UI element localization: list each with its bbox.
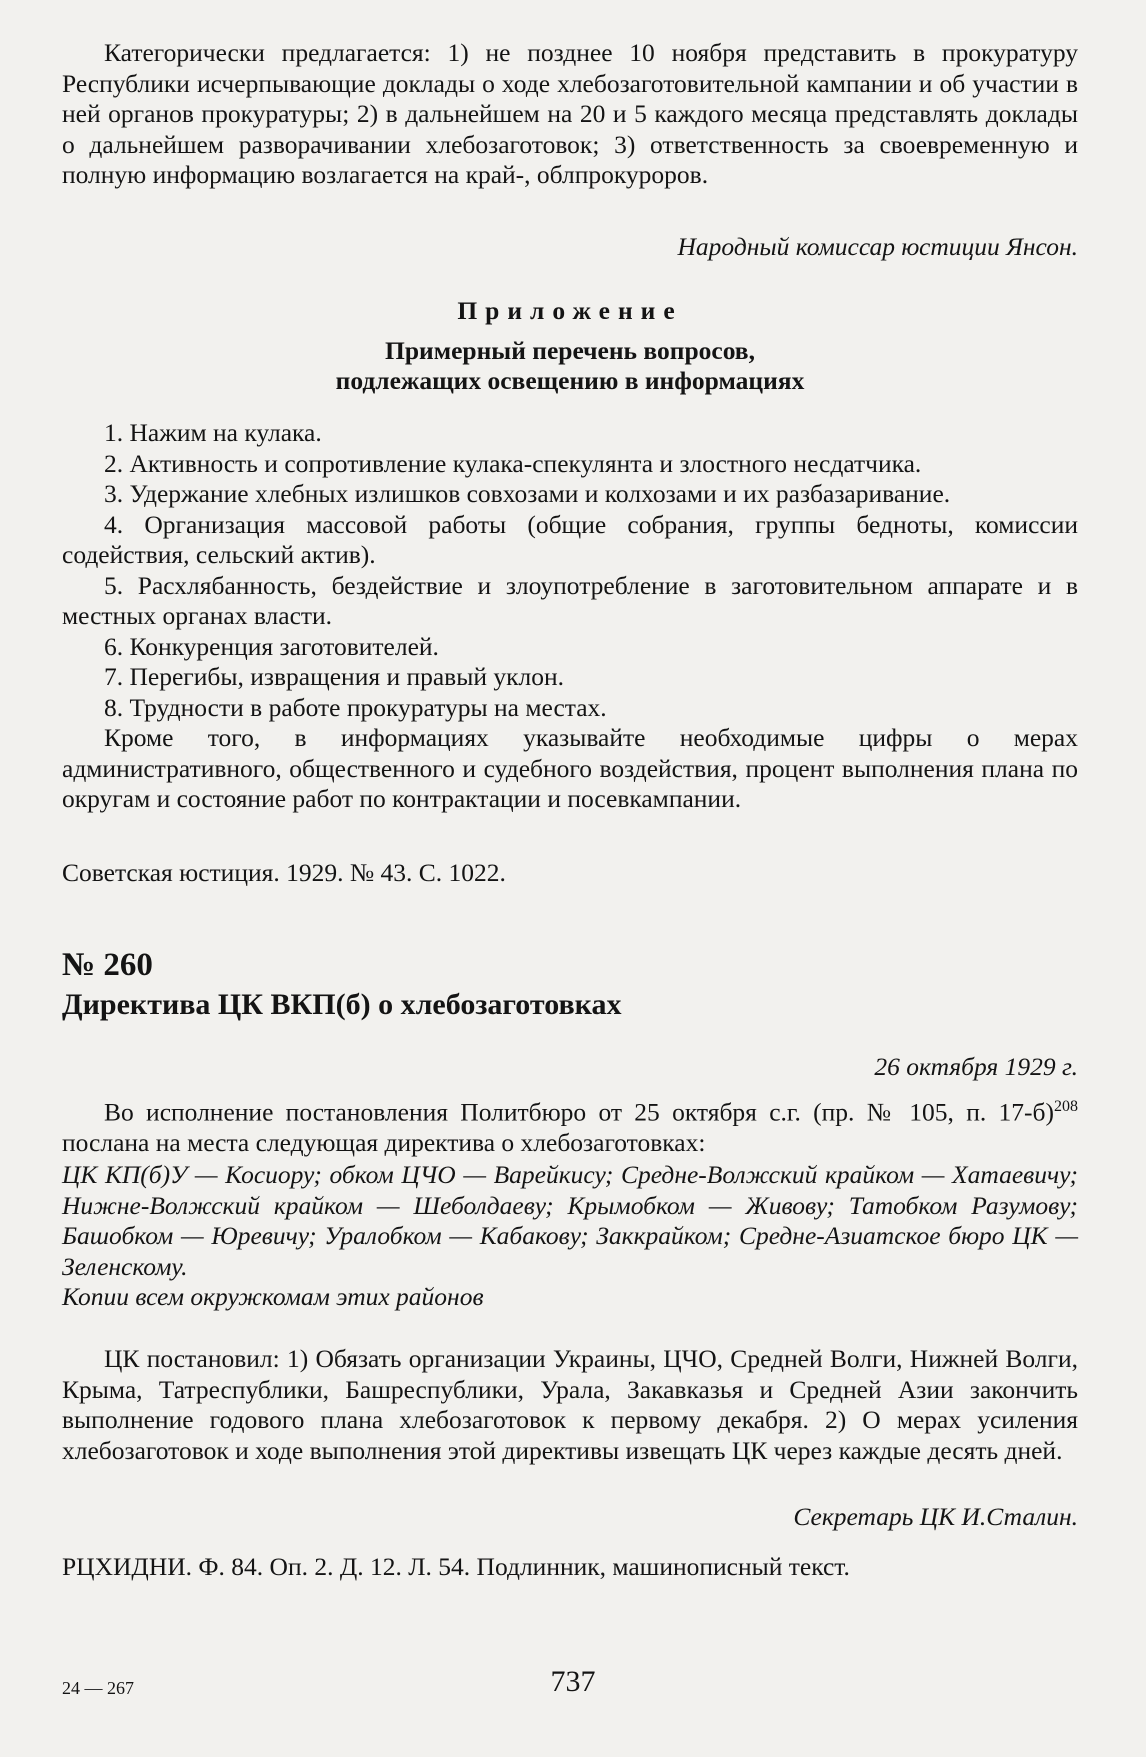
- signature-stalin: Секретарь ЦК И.Сталин.: [793, 1502, 1078, 1531]
- footnote-ref: 208: [1054, 1098, 1078, 1115]
- preamble-paragraph: [62, 1092, 1078, 1159]
- page-number: 737: [550, 1665, 596, 1698]
- resolution-text: ЦК постановил: 1) Обязать организации Украины, ЦЧО, Средней Волги, Нижней Волги, Крыма, Татреспублики, Башреспублики, Урала, Закавказья и Средней Азии закончить выполнение годового плана хлебозаготовок к первому декабря. 2) О мерах усиления хлебозаготовок и ходе выполнения этой директивы извещать ЦК через каждые десять дней.: [62, 1344, 1078, 1465]
- list-item: 4. Организация массовой работы (общие собрания, группы бедноты, комиссии содействия, сельский актив).: [62, 509, 1078, 569]
- preamble-text-start: Во исполнение постановления Политбюро от 25 октября с.г. (пр. № 105, п. 17-б): [104, 1097, 1054, 1127]
- resolution-paragraph: [62, 1344, 1078, 1466]
- addressees: ЦК КП(б)У — Косиору; обком ЦЧО — Варейкису; Средне-Волжский крайком — Хатаевичу; Нижне-Волжский крайком — Шеболдаеву; Крымобком — Живову; Татобком Разумову; Башобком — Юревичу; Уралобком — Кабакову; Заккрайком; Средне-Азиатское бюро ЦК — Зеленскому.: [62, 1160, 1078, 1281]
- appendix-subtitle-2: подлежащих освещению в информациях: [335, 366, 805, 395]
- list-item: 1. Нажим на кулака.: [104, 418, 322, 447]
- source-note-1: Советская юстиция. 1929. № 43. С. 1022.: [62, 858, 506, 887]
- signature-mark: 24 — 267: [62, 1678, 134, 1698]
- appendix-extra: Кроме того, в информациях указывайте необходимые цифры о мерах административного, общественного и судебного воздействия, процент выполнения плана по округам и состояние работ по контрактации и посевкампании.: [62, 723, 1078, 813]
- list-item: 5. Расхлябанность, бездействие и злоупотребление в заготовительном аппарате и в местных органах власти.: [62, 570, 1078, 630]
- list-item: 6. Конкуренция заготовителей.: [104, 631, 439, 661]
- document-date: 26 октября 1929 г.: [874, 1052, 1078, 1081]
- copies-note: Копии всем окружкомам этих районов: [62, 1282, 484, 1311]
- signature-yanson: Народный комиссар юстиции Янсон.: [677, 232, 1078, 261]
- document-title: Директива ЦК ВКП(б) о хлебозаготовках: [62, 988, 622, 1021]
- document-number: № 260: [62, 947, 153, 983]
- intro-paragraph: [62, 38, 1078, 191]
- preamble-text: [62, 1092, 1078, 1159]
- appendix-subtitle-1: Примерный перечень вопросов,: [385, 336, 755, 365]
- appendix-list: [62, 418, 1078, 815]
- list-item: 2. Активность и сопротивление кулака-спекулянта и злостного несдатчика.: [104, 448, 922, 478]
- list-item: 3. Удержание хлебных излишков совхозами и колхозами и их разбазаривание.: [104, 479, 951, 508]
- appendix-title: Приложение: [457, 296, 683, 325]
- source-note-2: РЦХИДНИ. Ф. 84. Оп. 2. Д. 12. Л. 54. Подлинник, машинописный текст.: [62, 1552, 850, 1581]
- intro-text: Категорически предлагается: 1) не позднее 10 ноября представить в прокуратуру Республики исчерпывающие доклады о ходе хлебозаготовительной кампании и об участии в ней органов прокуратуры; 2) в дальнейшем на 20 и 5 каждого месяца представлять доклады о дальнейшем разворачивании хлебозаготовок; 3) ответственность за своевременную и полную информацию возлагается на край-, облпрокуроров.: [62, 38, 1078, 189]
- list-item: 7. Перегибы, извращения и правый уклон.: [104, 662, 565, 691]
- preamble-text-end: послана на места следующая директива о хлебозаготовках:: [62, 1128, 706, 1157]
- list-item: 8. Трудности в работе прокуратуры на местах.: [104, 692, 607, 722]
